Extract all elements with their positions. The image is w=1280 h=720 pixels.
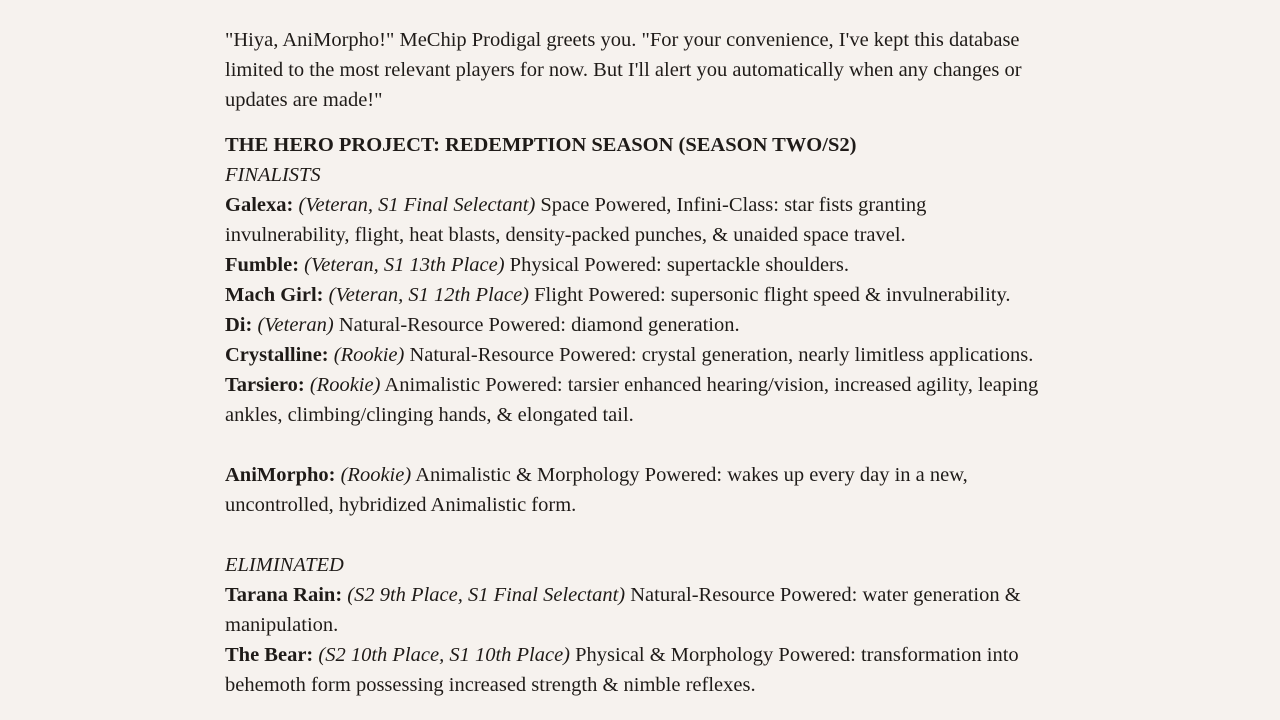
player-entry-animorpho <box>225 460 1055 520</box>
entry-description: Natural-Resource Powered: diamond generation. <box>338 314 740 336</box>
section-spacer <box>225 430 1055 460</box>
finalist-entry-crystalline <box>225 340 1055 370</box>
finalist-entry-tarsiero <box>225 370 1055 430</box>
finalist-entry-fumble <box>225 250 1055 280</box>
entry-tag: (Rookie) <box>309 374 381 396</box>
entry-tag: (Rookie) <box>340 464 412 486</box>
entry-tag: (S2 10th Place, S1 10th Place) <box>318 644 571 666</box>
document-body <box>225 25 1055 700</box>
finalist-entry-galexa <box>225 190 1055 250</box>
entry-description: Animalistic & Morphology Powered: wakes up every day in a new, uncontrolled, hybridized Animalistic form. <box>225 464 968 516</box>
entry-tag: (S2 9th Place, S1 Final Selectant) <box>347 584 626 606</box>
finalist-entry-di <box>225 310 1055 340</box>
eliminated-entry-the-bear <box>225 640 1055 700</box>
entry-tag: (Veteran) <box>257 314 334 336</box>
entry-name: Mach Girl: <box>225 284 324 306</box>
intro-paragraph: "Hiya, AniMorpho!" MeChip Prodigal greets you. "For your convenience, I've kept this database limited to the most relevant players for now. But I'll alert you automatically when any changes or updates are made!" <box>225 29 1022 111</box>
entry-tag: (Veteran, S1 12th Place) <box>328 284 530 306</box>
entry-name: AniMorpho: <box>225 464 336 486</box>
eliminated-label: ELIMINATED <box>225 554 344 576</box>
entry-description: Flight Powered: supersonic flight speed & invulnerability. <box>534 284 1011 306</box>
entry-tag: (Veteran, S1 13th Place) <box>304 254 505 276</box>
section-spacer <box>225 520 1055 550</box>
season-title: THE HERO PROJECT: REDEMPTION SEASON (SEASON TWO/S2) <box>225 134 857 156</box>
entry-description: Physical Powered: supertackle shoulders. <box>509 254 849 276</box>
entry-description: Physical & Morphology Powered: transformation into behemoth form possessing increased strength & nimble reflexes. <box>225 644 1019 696</box>
entry-description: Animalistic Powered: tarsier enhanced hearing/vision, increased agility, leaping ankles, climbing/clinging hands, & elongated tail. <box>225 374 1039 426</box>
entry-name: Tarana Rain: <box>225 584 343 606</box>
entry-tag: (Rookie) <box>333 344 405 366</box>
entry-name: Tarsiero: <box>225 374 305 396</box>
finalist-entry-mach-girl <box>225 280 1055 310</box>
entry-description: Space Powered, Infini-Class: star fists granting invulnerability, flight, heat blasts, density-packed punches, & unaided space travel. <box>225 194 927 246</box>
entry-tag: (Veteran, S1 Final Selectant) <box>298 194 536 216</box>
entry-name: The Bear: <box>225 644 314 666</box>
entry-name: Crystalline: <box>225 344 329 366</box>
entry-name: Di: <box>225 314 253 336</box>
entry-name: Fumble: <box>225 254 300 276</box>
entry-description: Natural-Resource Powered: water generation & manipulation. <box>225 584 1021 636</box>
entry-name: Galexa: <box>225 194 294 216</box>
eliminated-entry-tarana-rain <box>225 580 1055 640</box>
finalists-label: FINALISTS <box>225 164 321 186</box>
entry-description: Natural-Resource Powered: crystal generation, nearly limitless applications. <box>409 344 1034 366</box>
